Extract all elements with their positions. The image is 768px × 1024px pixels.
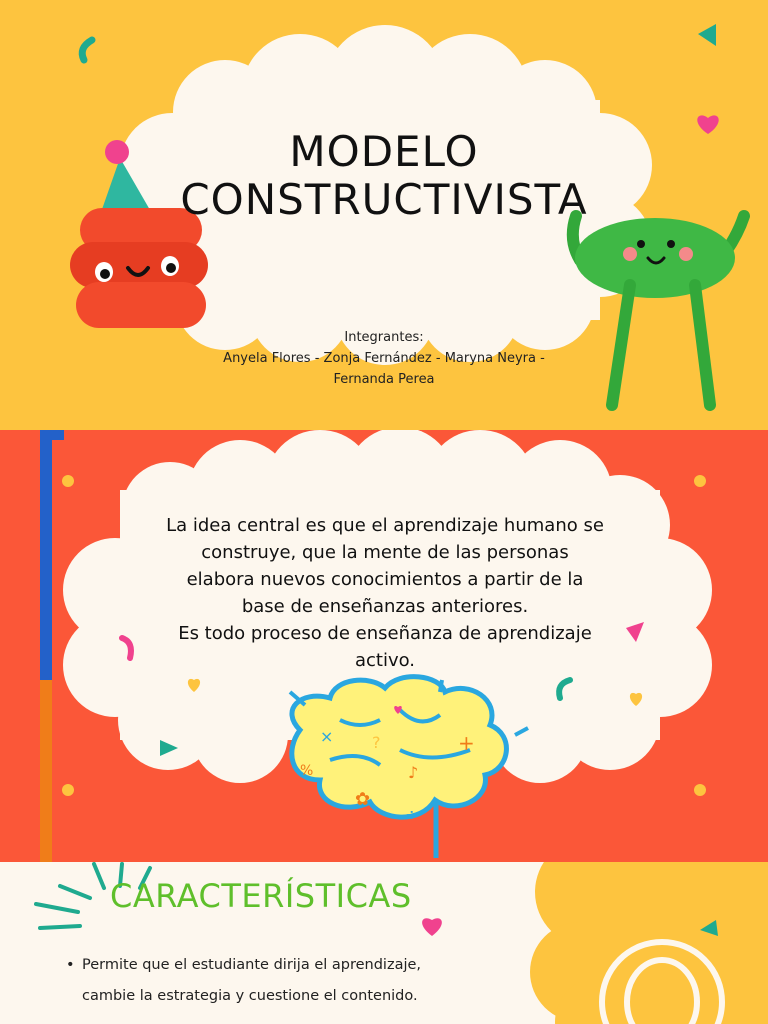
idea-paragraph <box>130 512 640 674</box>
teal-arc-shape <box>82 40 92 60</box>
teal-triangle-shape <box>698 24 716 46</box>
members-block <box>0 327 768 390</box>
paragraph-line: elabora nuevos conocimientos a partir de la <box>186 569 584 590</box>
svg-text:+: + <box>458 731 475 755</box>
page-title <box>0 128 768 224</box>
members-line-1: Anyela Flores - Zonja Fernández - Maryna Neyra - <box>223 351 545 366</box>
svg-text:×: × <box>320 727 334 746</box>
paragraph-line: activo. <box>354 650 416 671</box>
bullet-line-1: Permite que el estudiante dirija el aprendizaje, <box>82 957 422 973</box>
section-title: CARACTERÍSTICAS <box>110 877 412 915</box>
svg-text:?: ? <box>372 733 381 752</box>
members-label: Integrantes: <box>344 330 424 345</box>
slide-title <box>0 0 768 430</box>
slide-caracteristicas <box>0 862 768 1024</box>
title-line-2: CONSTRUCTIVISTA <box>180 175 588 224</box>
paragraph-line: Es todo proceso de enseñanza de aprendizaje <box>178 623 592 644</box>
paragraph-line: construye, que la mente de las personas <box>201 542 569 563</box>
svg-text:✿: ✿ <box>355 789 371 810</box>
bullet-line-2: cambie la estrategia y cuestione el contenido. <box>82 988 418 1004</box>
list-item <box>62 950 502 1012</box>
title-line-1: MODELO <box>289 127 479 176</box>
paragraph-line: La idea central es que el aprendizaje humano se <box>166 515 604 536</box>
svg-text:%: % <box>300 763 314 779</box>
paragraph-line: base de enseñanzas anteriores. <box>241 596 529 617</box>
characteristics-list <box>62 950 502 1012</box>
svg-text:♪: ♪ <box>408 763 419 782</box>
members-line-2: Fernanda Perea <box>333 372 435 387</box>
slide-idea-central <box>0 430 768 862</box>
svg-text:÷: ÷ <box>405 805 419 824</box>
